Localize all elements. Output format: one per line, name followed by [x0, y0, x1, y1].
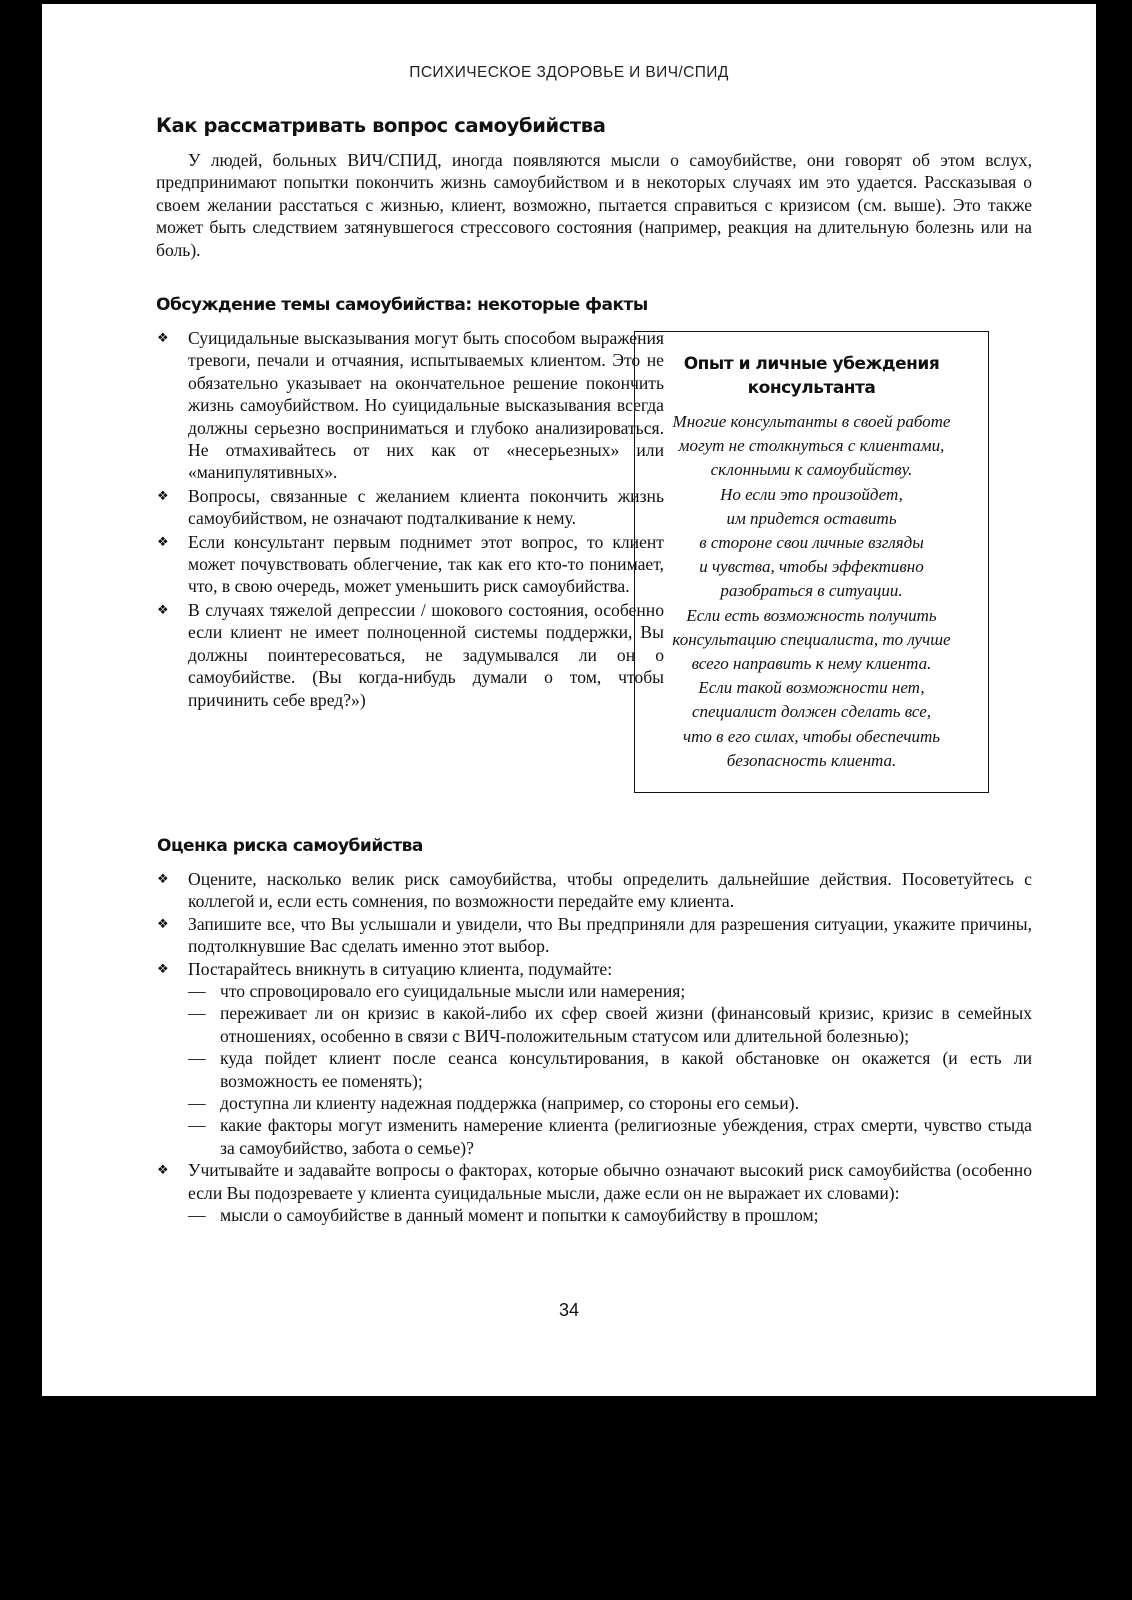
sub-list-item-text: что спровоцировало его суицидальные мысли или намерения;: [220, 981, 686, 1002]
list-item-text: В случаях тяжелой депрессии / шокового состояния, особенно если клиент не имеет полноценной системы поддержки, Вы должны поинтересоваться, не задумывался ли он о самоубийстве. (Вы когда-нибудь думали о том, чтобы причинить себе вред?»): [188, 599, 664, 710]
sub-list-item-text: доступна ли клиенту надежная поддержка (например, со стороны его семьи).: [220, 1093, 799, 1114]
box-line: что в его силах, чтобы обеспечить: [682, 726, 941, 746]
bullet-icon: ❖: [157, 872, 169, 887]
section-heading-facts: Обсуждение темы самоубийства: некоторые факты: [156, 295, 648, 315]
list-item: [156, 327, 664, 484]
list-item: [156, 913, 1032, 958]
list-item: [156, 958, 1032, 1160]
list-item: [156, 599, 664, 711]
counselor-beliefs-box: [634, 331, 989, 793]
sub-list-item: [188, 1204, 1032, 1226]
bullet-icon: ❖: [157, 961, 169, 977]
box-line: и чувства, чтобы эффективно: [699, 557, 924, 577]
section-heading-risk-assessment: Оценка риска самоубийства: [157, 836, 423, 856]
list-item: [156, 868, 1032, 913]
box-body: [635, 410, 988, 773]
box-line: в стороне свои личные взгляды: [699, 533, 924, 553]
list-item: [156, 1159, 1032, 1226]
box-line: специалист должен сделать все,: [691, 702, 932, 722]
box-title: [635, 352, 988, 400]
dash-icon: —: [188, 1205, 206, 1226]
intro-paragraph: У людей, больных ВИЧ/СПИД, иногда появляются мысли о самоубийстве, они говорят об этом вслух, предпринимают попытки покончить жизнь самоубийством и в некоторых случаях им это удается. Рассказывая о своем желании расстаться с жизнью, клиент, возможно, пытается справиться с кризисом (см. выше). Это также может быть следствием затянувшегося стрессового состояния (например, реакция на длительную болезнь или на боль).: [156, 150, 1032, 260]
page-number: 34: [558, 1300, 580, 1320]
bullet-icon: ❖: [157, 331, 169, 346]
sub-list-item-text: какие факторы могут изменить намерение клиента (религиозные убеждения, страх смерти, чувство стыда за самоубийство, забота о семье)?: [220, 1115, 1032, 1158]
list-item: [156, 485, 664, 530]
box-line: Многие консультанты в своей работе: [672, 412, 951, 431]
sub-list-item-text: мысли о самоубийстве в данный момент и попытки к самоубийству в прошлом;: [220, 1205, 819, 1226]
list-item: [156, 531, 664, 598]
bullet-icon: ❖: [157, 1163, 169, 1179]
box-line: Если такой возможности нет,: [698, 678, 925, 698]
box-title-line: Опыт и личные убеждения: [683, 354, 940, 374]
list-item-text: Учитывайте и задавайте вопросы о факторах, которые обычно означают высокий риск самоубийства (особенно если Вы подозреваете у клиента суицидальные мысли, даже если он не выражает их словами):: [188, 1160, 1032, 1203]
list-item-text: Постарайтесь вникнуть в ситуацию клиента, подумайте:: [188, 958, 613, 979]
facts-list: [156, 327, 664, 712]
dash-icon: —: [188, 1115, 206, 1136]
sub-list-item: [188, 980, 1032, 1002]
list-item-text: Вопросы, связанные с желанием клиента покончить жизнь самоубийством, не означают подталкивание к нему.: [188, 485, 664, 529]
box-line: всего направить к нему клиента.: [691, 654, 932, 674]
sub-list-item: [188, 1114, 1032, 1159]
bullet-icon: ❖: [157, 916, 169, 932]
running-header: ПСИХИЧЕСКОЕ ЗДОРОВЬЕ И ВИЧ/СПИД: [409, 64, 729, 81]
box-line: консультацию специалиста, то лучше: [672, 629, 951, 649]
box-line: им придется оставить: [726, 508, 897, 528]
dash-icon: —: [188, 1093, 206, 1114]
bullet-icon: ❖: [157, 534, 169, 550]
box-line: могут не столкнуться с клиентами,: [678, 436, 945, 456]
sub-list-item: [188, 1002, 1032, 1047]
sub-list-item-text: куда пойдет клиент после сеанса консультирования, в какой обстановке он окажется (и есть ли возможность ее поменять);: [220, 1048, 1032, 1091]
list-item-text: Если консультант первым поднимет этот вопрос, то клиент может почувствовать облегчение, так как его кто-то понимает, что, в свою очередь, может уменьшить риск самоубийства.: [188, 531, 664, 597]
dash-icon: —: [188, 1048, 206, 1069]
sub-list: [188, 980, 1032, 1159]
box-line: разобраться в ситуации.: [720, 581, 903, 601]
bullet-icon: ❖: [157, 602, 169, 618]
dash-icon: —: [188, 981, 206, 1002]
box-line: Но если это произойдет,: [720, 484, 903, 504]
box-title-line: консультанта: [747, 378, 876, 398]
document-page: [42, 4, 1096, 1396]
box-line: безопасность клиента.: [726, 750, 897, 770]
list-item-text: Запишите все, что Вы услышали и увидели, что Вы предприняли для разрешения ситуации, укажите причины, подтолкнувшие Вас сделать именно этот выбор.: [188, 913, 1032, 957]
section-heading-suicide-question: Как рассматривать вопрос самоубийства: [156, 114, 606, 137]
sub-list: [188, 1204, 1032, 1226]
box-line: Если есть возможность получить: [686, 605, 937, 625]
sub-list-item: [188, 1092, 1032, 1114]
bullet-icon: ❖: [157, 488, 169, 504]
risk-assessment-list: [156, 868, 1032, 1227]
list-item-text: Суицидальные высказывания могут быть способом выражения тревоги, печали и отчаяния, испытываемых клиентом. Это не обязательно указывает на окончательное решение покончить жизнь самоубийством. Но суицидальные высказывания всегда должны серьезно восприниматься и глубоко анализироваться. Не отмахивайтесь от них как от «несерьезных» или «манипулятивных».: [188, 328, 664, 483]
box-line: склонными к самоубийству.: [710, 460, 913, 480]
sub-list-item-text: переживает ли он кризис в какой-либо их сфер своей жизни (финансовый кризис, кризис в семейных отношениях, особенно в связи с ВИЧ-положительным статусом или длительной болезнью);: [220, 1003, 1032, 1046]
dash-icon: —: [188, 1003, 206, 1024]
list-item-text: Оцените, насколько велик риск самоубийства, чтобы определить дальнейшие действия. Посоветуйтесь с коллегой и, если есть сомнения, по возможности передайте ему клиента.: [188, 869, 1032, 912]
sub-list-item: [188, 1047, 1032, 1092]
